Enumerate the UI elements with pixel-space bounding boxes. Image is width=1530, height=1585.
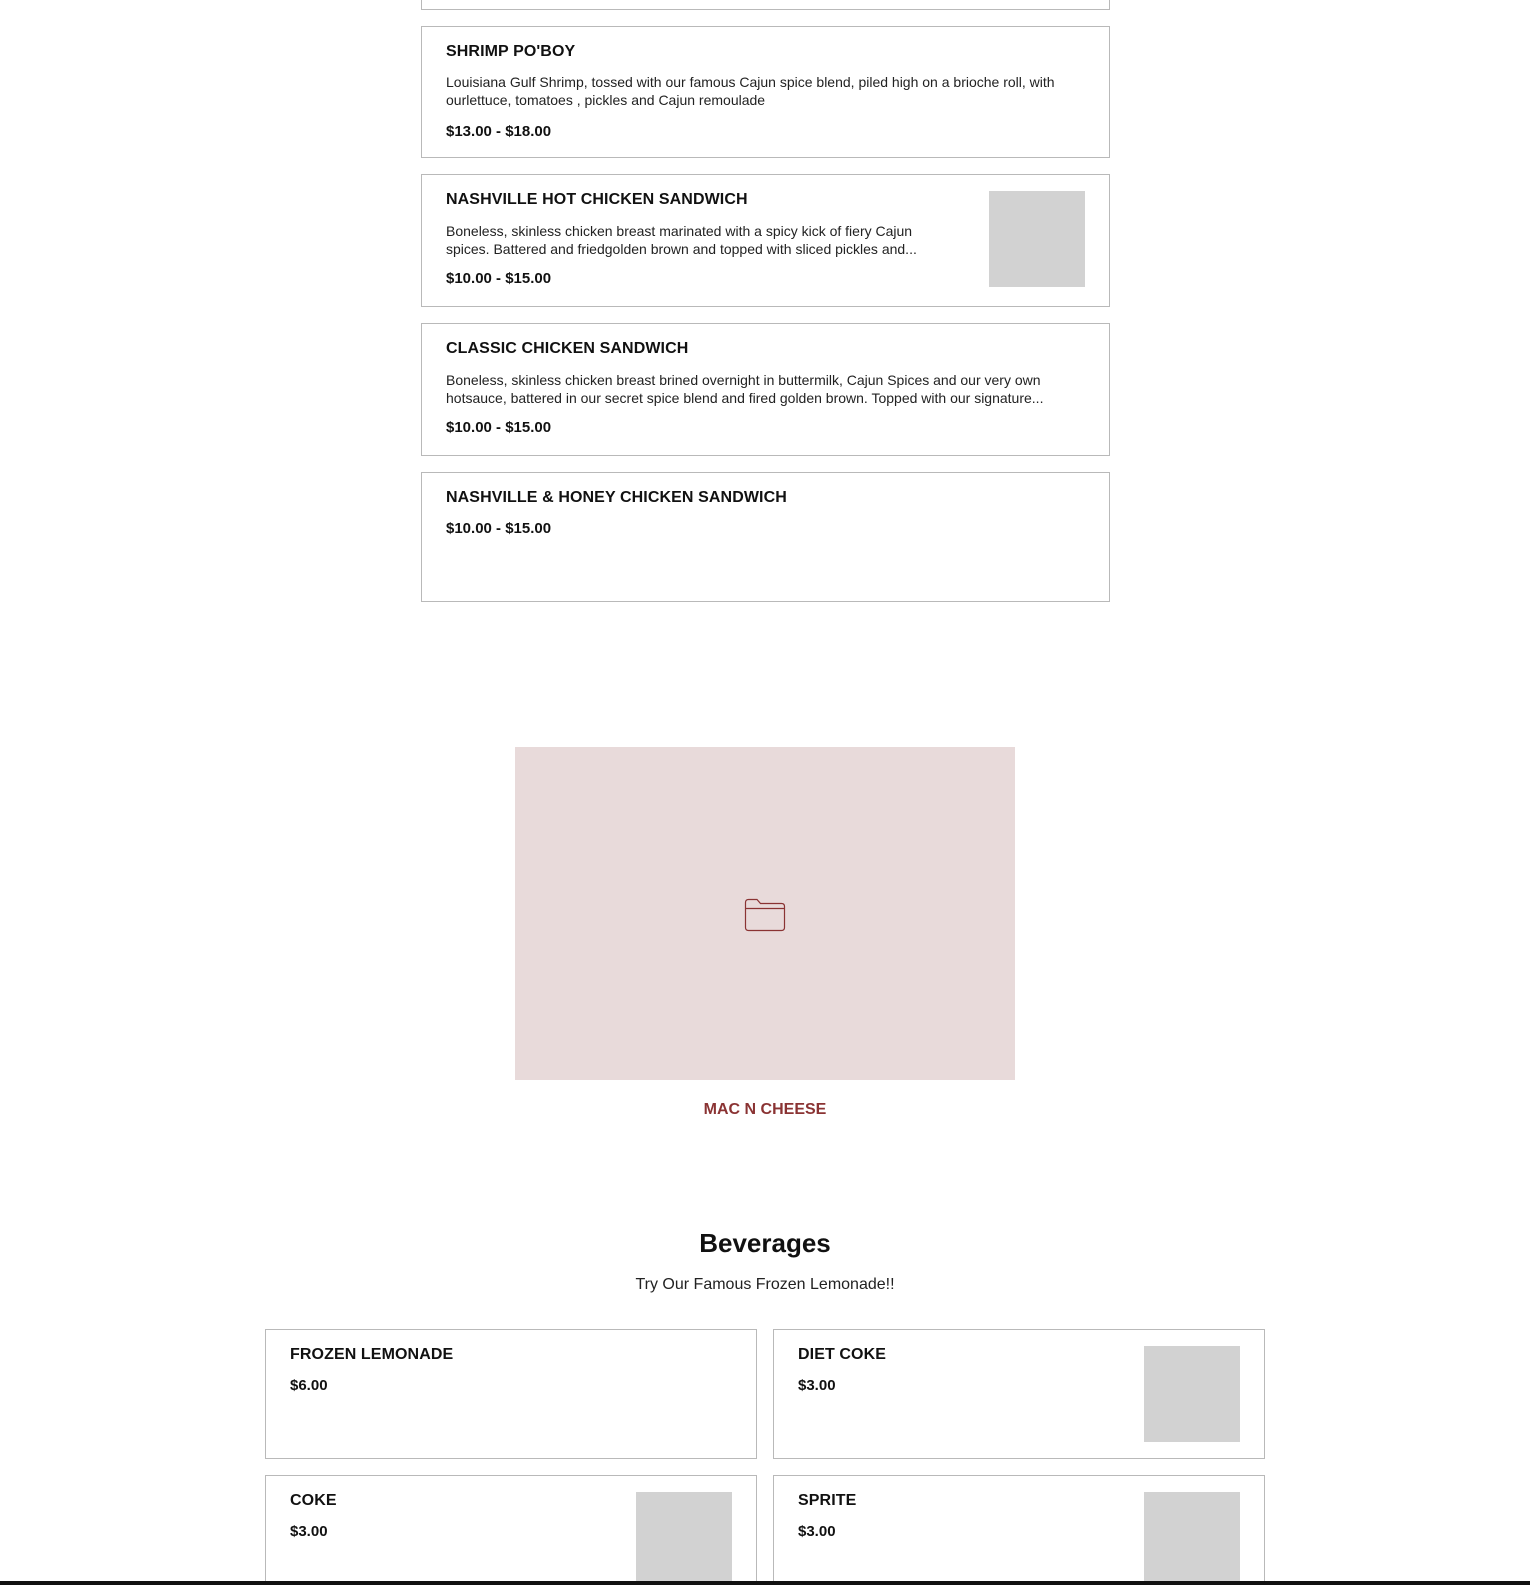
menu-item-price: $3.00 (798, 1377, 836, 1394)
menu-item-name: FROZEN LEMONADE (290, 1346, 454, 1363)
menu-item-name: SHRIMP PO'BOY (446, 43, 576, 60)
menu-item-name: SPRITE (798, 1492, 857, 1509)
menu-item-image-placeholder (989, 191, 1085, 287)
menu-item-card-classic-chicken[interactable] (421, 323, 1110, 456)
menu-item-description: Boneless, skinless chicken breast marinated with a spicy kick of fiery Cajun spices. Battered and friedgolden brown and topped with sliced pickles and... (446, 223, 917, 257)
menu-item-price: $6.00 (290, 1377, 328, 1394)
menu-item-description: Louisiana Gulf Shrimp, tossed with our famous Cajun spice blend, piled high on a brioche roll, with ourlettuce, tomatoes , pickles and Cajun remoulade (446, 74, 1055, 108)
menu-item-price: $3.00 (290, 1523, 328, 1540)
menu-item-card-coke[interactable] (265, 1475, 757, 1585)
menu-item-price: $10.00 - $15.00 (446, 270, 552, 287)
menu-item-price: $13.00 - $18.00 (446, 123, 552, 140)
menu-item-price: $10.00 - $15.00 (446, 520, 552, 537)
menu-item-name: CLASSIC CHICKEN SANDWICH (446, 340, 689, 357)
menu-item-card-diet-coke[interactable] (773, 1329, 1265, 1459)
menu-item-image-placeholder (636, 1492, 732, 1585)
menu-item-name: NASHVILLE & HONEY CHICKEN SANDWICH (446, 489, 787, 506)
menu-item-card-partial[interactable] (421, 0, 1110, 10)
menu-item-card-nashville-honey[interactable] (421, 472, 1110, 602)
menu-item-image-placeholder (1144, 1346, 1240, 1442)
bottom-bar (0, 1581, 1530, 1585)
featured-item-title[interactable]: MAC N CHEESE (703, 1101, 827, 1118)
menu-item-name: DIET COKE (798, 1346, 887, 1363)
menu-item-card-shrimp-poboy[interactable] (421, 26, 1110, 158)
folder-icon (744, 898, 786, 932)
menu-item-name: NASHVILLE HOT CHICKEN SANDWICH (446, 191, 748, 208)
featured-item-image[interactable] (515, 747, 1015, 1080)
menu-item-image-placeholder (1144, 1492, 1240, 1585)
menu-item-card-nashville-hot[interactable] (421, 174, 1110, 307)
section-title-beverages: Beverages (699, 1228, 831, 1258)
menu-item-card-sprite[interactable] (773, 1475, 1265, 1585)
menu-item-description: Boneless, skinless chicken breast brined overnight in buttermilk, Cajun Spices and our very own hotsauce, battered in our secret spice blend and fired golden brown. Topped with our signature... (446, 372, 1044, 406)
menu-item-name: COKE (290, 1492, 337, 1509)
menu-item-price: $3.00 (798, 1523, 836, 1540)
menu-item-price: $10.00 - $15.00 (446, 419, 552, 436)
menu-item-card-frozen-lemonade[interactable] (265, 1329, 757, 1459)
section-subtitle-beverages: Try Our Famous Frozen Lemonade!! (635, 1276, 895, 1293)
